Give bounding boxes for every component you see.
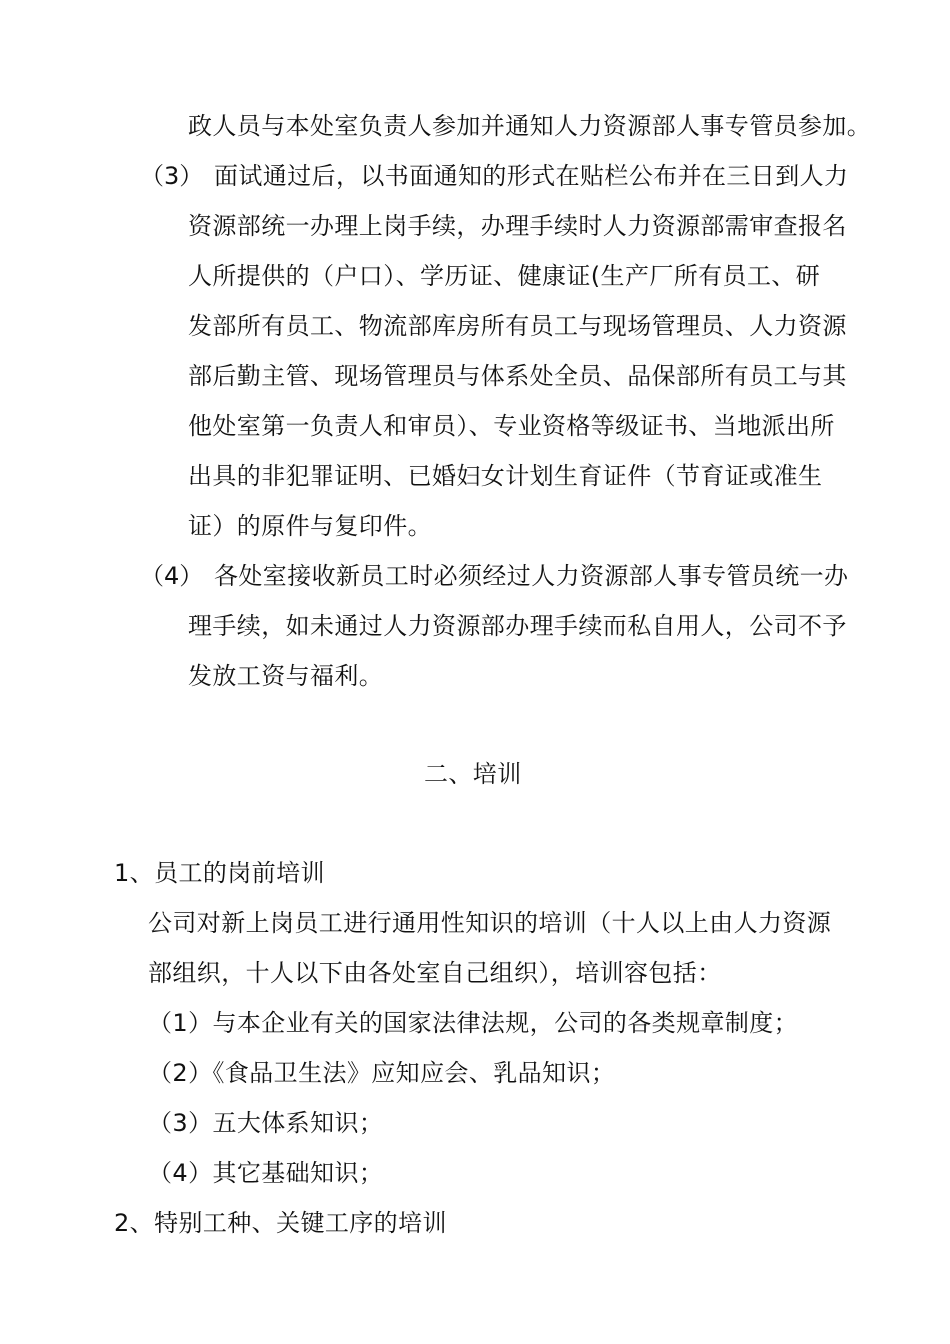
item-3-line-2: 资源部统一办理上岗手续，办理手续时人力资源部需审查报名 bbox=[188, 212, 847, 240]
subsection-2-heading: 2、特别工种、关键工序的培训 bbox=[114, 1209, 447, 1237]
subsection-1-para-line-1: 公司对新上岗员工进行通用性知识的培训（十人以上由人力资源 bbox=[148, 909, 832, 937]
item-4-line-3: 发放工资与福利。 bbox=[188, 662, 384, 690]
item-3-line-1: 面试通过后，以书面通知的形式在贴栏公布并在三日到人力 bbox=[214, 162, 849, 190]
subsection-1-heading: 1、员工的岗前培训 bbox=[114, 859, 325, 887]
subsection-1-item-2: （2）《食品卫生法》应知应会、乳品知识； bbox=[148, 1059, 616, 1087]
item-3-line-5: 部后勤主管、现场管理员与体系处全员、品保部所有员工与其 bbox=[188, 362, 847, 390]
section-title: 二、培训 bbox=[424, 760, 522, 788]
item-3-line-4: 发部所有员工、物流部库房所有员工与现场管理员、人力资源 bbox=[188, 312, 847, 340]
continuation-line: 政人员与本处室负责人参加并通知人力资源部人事专管员参加。 bbox=[188, 112, 872, 140]
subsection-1-para-line-2: 部组织，十人以下由各处室自己组织），培训容包括： bbox=[148, 959, 722, 987]
item-4-line-1: 各处室接收新员工时必须经过人力资源部人事专管员统一办 bbox=[214, 562, 849, 590]
item-3-line-7: 出具的非犯罪证明、已婚妇女计划生育证件（节育证或准生 bbox=[188, 462, 823, 490]
item-3-line-8: 证）的原件与复印件。 bbox=[188, 512, 432, 540]
subsection-1-item-1: （1）与本企业有关的国家法律法规，公司的各类规章制度； bbox=[148, 1009, 799, 1037]
subsection-1-item-3: （3）五大体系知识； bbox=[148, 1109, 384, 1137]
item-3-line-3: 人所提供的（户口）、学历证、健康证(生产厂所有员工、研 bbox=[188, 262, 821, 290]
item-4-line-2: 理手续，如未通过人力资源部办理手续而私自用人，公司不予 bbox=[188, 612, 847, 640]
item-3-label: （3） bbox=[140, 162, 204, 190]
item-4-label: （4） bbox=[140, 562, 204, 590]
subsection-1-item-4: （4）其它基础知识； bbox=[148, 1159, 384, 1187]
item-3-line-6: 他处室第一负责人和审员）、专业资格等级证书、当地派出所 bbox=[188, 412, 835, 440]
